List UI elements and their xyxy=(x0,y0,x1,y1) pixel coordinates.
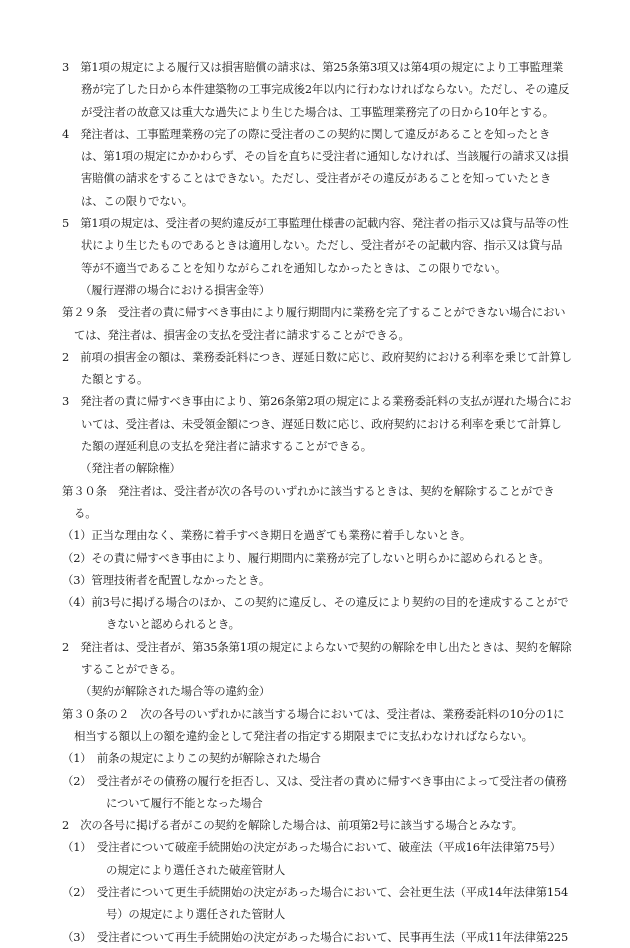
article-30-2-paragraph-2: 2 次の各号に掲げる者がこの契約を解除した場合は、前項第2号に該当する場合とみなす。 xyxy=(62,818,523,833)
article-30-item-4: （4）前3号に掲げる場合のほか、この契約に違反し、その違反により契約の目的を達成することができないと認められるとき。 xyxy=(62,595,569,632)
article-30-2-item-2: （2） 受注者がその債務の履行を拒否し、又は、受注者の責めに帰すべき事由によって受注者の債務について履行不能となった場合 xyxy=(62,773,567,810)
caption-penalty: （契約が解除された場合等の違約金） xyxy=(80,684,271,699)
caption-late-performance: （履行遅滞の場合における損害金等） xyxy=(80,282,271,297)
article-30-item-3: （3）管理技術者を配置しなかったとき。 xyxy=(62,572,271,587)
article-29-paragraph-3: 3 発注者の責に帰すべき事由により、第26条第2項の規定による業務委託料の支払が遅れた場合においては、受注者は、未受領金額につき、遅延日数に応じ、政府契約における利率を乗じて計算した額の遅延利息の支払を発注者に請求することができる。 xyxy=(62,394,572,454)
paragraph-3-claim-period: 3 第1項の規定による履行又は損害賠償の請求は、第25条第3項又は第4項の規定により工事監理業務が完了した日から本件建築物の工事完成後2年以内に行わなければならない。ただし、その違反が受注者の故意又は重大な過失により生じた場合は、工事監理業務完了の日から10年とする。 xyxy=(62,60,570,119)
paragraph-4-notice-obligation: 4 発注者は、工事監理業務の完了の際に受注者のこの契約に関して違反があることを知ったときは、第1項の規定にかかわらず、その旨を直ちに受注者に通知しなければ、当該履行の請求又は損害賠償の請求をすることはできない。ただし、受注者がその違反があることを知っていたときは、この限りでない。 xyxy=(62,126,569,208)
article-30-2-item-1: （1） 前条の規定によりこの契約が解除された場合 xyxy=(62,751,321,766)
article-30-2-p2-item-2: （2） 受注者について更生手続開始の決定があった場合において、会社更生法（平成14年法律第154号）の規定により選任された管財人 xyxy=(62,884,569,922)
paragraph-5-exemption: 5 第1項の規定は、受注者の契約違反が工事監理仕様書の記載内容、発注者の指示又は貸与品等の性状により生じたものであるときは適用しない。ただし、受注者がその記載内容、指示又は貸与品等が不適当であることを知りながらこれを通知しなかったときは、この限りでない。 xyxy=(62,216,569,275)
article-30-paragraph-2: 2 発注者は、受注者が、第35条第1項の規定によらないで契約の解除を申し出たときは、契約を解除することができる。 xyxy=(62,639,572,677)
article-29: 第２９条 受注者の責に帰すべき事由により履行期間内に業務を完了することができない場合においては、発注者は、損害金の支払を受注者に請求することができる。 xyxy=(62,305,566,342)
article-30-2-p2-item-3: （3） 受注者について再生手続開始の決定があった場合において、民事再生法（平成11年法律第225 xyxy=(62,929,569,944)
article-30-item-1: （1）正当な理由なく、業務に着手すべき期日を過ぎても業務に着手しないとき。 xyxy=(62,528,471,543)
article-29-paragraph-2: 2 前項の損害金の額は、業務委託料につき、遅延日数に応じ、政府契約における利率を乗じて計算した額とする。 xyxy=(62,349,572,387)
article-30-item-2: （2）その責に帰すべき事由により、履行期間内に業務が完了しないと明らかに認められるとき。 xyxy=(62,550,550,565)
article-30: 第３０条 発注者は、受注者が次の各号のいずれかに該当するときは、契約を解除することができる。 xyxy=(62,483,555,520)
caption-termination-right: （発注者の解除権） xyxy=(80,461,181,476)
document-body xyxy=(62,56,572,948)
article-30-2: 第３０条の２ 次の各号のいずれかに該当する場合においては、受注者は、業務委託料の10分の1に相当する額以上の額を違約金として発注者の指定する期限までに支払わなければならない。 xyxy=(62,706,565,743)
article-30-2-p2-item-1: （1） 受注者について破産手続開始の決定があった場合において、破産法（平成16年法律第75号）の規定により選任された破産管財人 xyxy=(62,840,561,877)
